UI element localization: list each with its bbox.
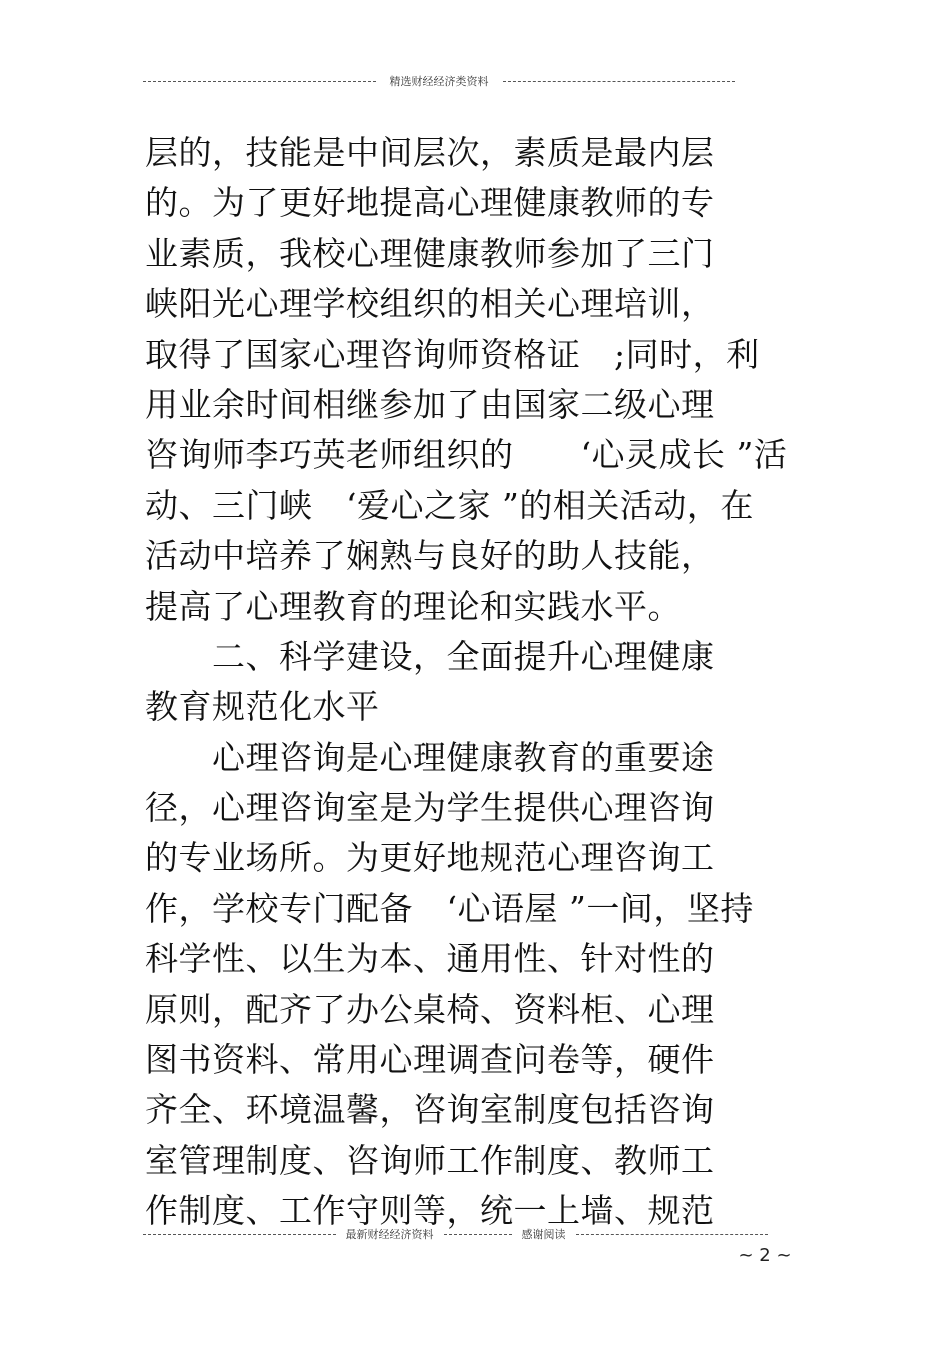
text-line: 层的，技能是中间层次，素质是最内层 bbox=[145, 133, 715, 172]
body-text bbox=[145, 128, 825, 1237]
text-line: 径，心理咨询室是为学生提供心理咨询 bbox=[145, 788, 715, 828]
text-line: 心理咨询是心理健康教育的重要途 bbox=[145, 737, 715, 777]
text-line: 作，学校专门配备 ‘心语屋 ”一间，坚持 bbox=[145, 888, 754, 928]
text-line: 取得了国家心理咨询师资格证 ;同时，利 bbox=[145, 334, 760, 374]
text-line: 提高了心理教育的理论和实践水平。 bbox=[145, 586, 681, 626]
footer-right-label: 感谢阅读 bbox=[521, 1228, 566, 1241]
page-header bbox=[143, 72, 735, 90]
text-line: 的专业场所。为更好地规范心理咨询工 bbox=[145, 838, 715, 878]
text-line: 业素质，我校心理健康教师参加了三门 bbox=[145, 233, 715, 273]
text-line: 咨询师李巧英老师组织的 ‘心灵成长 ”活 bbox=[145, 435, 788, 475]
text-line: 峡阳光心理学校组织的相关心理培训， bbox=[145, 284, 715, 324]
footer-left-label: 最新财经经济资料 bbox=[345, 1228, 434, 1241]
text-line: 室管理制度、咨询师工作制度、教师工 bbox=[145, 1140, 715, 1180]
text-line: 的。为了更好地提高心理健康教师的专 bbox=[145, 183, 715, 223]
footer-rule-middle bbox=[444, 1234, 512, 1235]
page-footer bbox=[143, 1226, 768, 1242]
section-heading-line: 二、科学建设，全面提升心理健康 bbox=[145, 636, 715, 676]
footer-rule-right bbox=[576, 1234, 769, 1235]
text-line: 用业余时间相继参加了由国家二级心理 bbox=[145, 384, 715, 424]
text-line: 动、三门峡 ‘爱心之家 ”的相关活动，在 bbox=[145, 485, 754, 525]
section-heading-line: 教育规范化水平 bbox=[145, 687, 380, 727]
footer-rule-left bbox=[143, 1234, 336, 1235]
text-line: 作制度、工作守则等，统一上墙、规范 bbox=[145, 1191, 715, 1231]
text-line: 齐全、环境温馨，咨询室制度包括咨询 bbox=[145, 1090, 715, 1130]
header-rule-right bbox=[503, 81, 736, 82]
text-line: 科学性、以生为本、通用性、针对性的 bbox=[145, 939, 715, 979]
header-rule-left bbox=[143, 81, 376, 82]
text-line: 图书资料、常用心理调查问卷等，硬件 bbox=[145, 1040, 715, 1080]
header-label: 精选财经经济类资料 bbox=[389, 75, 489, 88]
text-line: 活动中培养了娴熟与良好的助人技能， bbox=[145, 536, 715, 576]
page-number: ~ 2 ~ bbox=[738, 1245, 792, 1266]
text-line: 原则，配齐了办公桌椅、资料柜、心理 bbox=[145, 989, 715, 1029]
